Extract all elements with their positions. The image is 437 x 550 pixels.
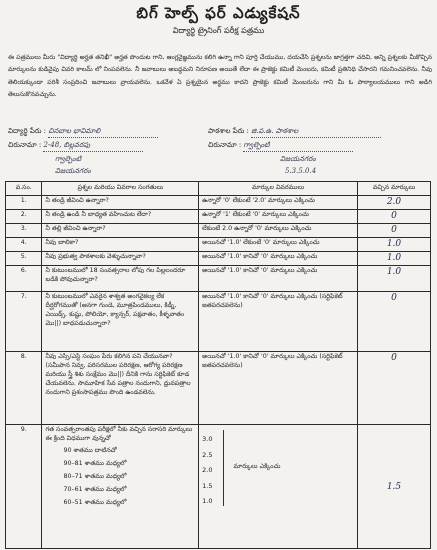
table-row <box>6 352 431 425</box>
row-question-text: గత సంవత్సరాంతపు పరీక్షలో నీకు వచ్చిన సరాసరి మార్కులు ఈ క్రింది విధముగా వున్నచో <box>45 426 193 442</box>
scale-label: మార్కులు ఎక్కించు <box>233 463 281 471</box>
header-question: ప్రశ్నల మరియు వివరాల సంగతులు <box>42 182 199 196</box>
row-mark[interactable] <box>358 238 431 252</box>
scale-value: 2.5 <box>202 450 213 459</box>
row-mark-value: 1.0 <box>386 239 402 249</box>
band-item: 90 శాతము దాటినచో <box>63 447 117 454</box>
form-subtitle: విద్యార్థి ట్రైనింగ్ పరీక్ష పత్రము <box>172 26 265 35</box>
scale-value: 2.0 <box>202 466 213 474</box>
student-name-value: చినబాల భావిమాలి <box>48 127 158 138</box>
school-name-value: జి.ప.ఉ. పాఠశాల <box>251 127 381 138</box>
marks-scale <box>202 426 354 510</box>
scale-bracket <box>223 430 224 506</box>
row-number: 8. <box>6 352 42 425</box>
instructions-paragraph: ఈ పత్రములు మీరు "విద్యార్థి అర్హత తనిఖీ" అర్హత పొందుట గాని, ఆంగ్లవైజ్ఞమును కలిగి ఉన్నా గాని పూర్తి చేయుము, దయచేసి ప్రశ్నలను జాగ్రత్తగా చదివి, అన్ని ప్రశ్నలకు మీకొచ్చిన మార్కులను కుడివైపు చివరి కాలమ్ లో నింపవలెను. నీ జవాబులు అబద్ధమని నిరూపణ అయితే లేదా ఈ ప్రాజెక్టు కమిటీ మెంబరు, కమిటీ ప్రతినిధి చేసారని గమనించవలెను. నీవు తెలియక్కుండా పరిశీ సంప్రదించి జవాబులు వ్రాయవలెను. ఒకవేళ ఏ ప్రశ్నయైన అర్థము కాదని ప్రాజెక్టు కమిటీ మెంబరును గాని మీ ఓ పాఠ్యాలయములు గాని అడిగి తెలుసుకొనవచ్చును. <box>8 54 432 98</box>
scale-value: 1.5 <box>202 481 213 490</box>
row-question: నీవు ప్రభుత్వ పాఠశాలకు వెళ్ళుచున్నావా? <box>42 252 199 266</box>
row-question: నీ తండ్రి ఉండి నీ బాధ్యత వహించుట లేదా? <box>42 210 199 224</box>
scale-values <box>202 426 212 510</box>
row-detail: ఉన్నారో '1' లేకుంటే '0' మార్కులు ఎక్కించు <box>199 210 358 224</box>
row-detail <box>199 425 358 549</box>
row-mark[interactable] <box>358 352 431 425</box>
header-details: మార్కుల వివరములు <box>199 182 358 196</box>
row-number: 4. <box>6 238 42 252</box>
row-detail: అయినచో '1.0' లేకుంటే '0' మార్కులు ఎక్కించు <box>199 238 358 252</box>
band-item: 60–51 శాతము మధ్యలో <box>63 499 127 506</box>
row-mark-value: 1.0 <box>386 267 402 277</box>
row-question: నీవు బాలికా? <box>42 238 199 252</box>
row-detail: ఉన్నారో '0' లేకుంటే '2.0' మార్కులు ఎక్కించు <box>199 196 358 210</box>
row-mark-value: 2.0 <box>386 197 402 207</box>
date-value: 5.3.5.0.4 <box>285 167 317 175</box>
row-mark[interactable] <box>358 210 431 224</box>
address-label: చిరునామా <box>8 141 37 149</box>
address-line-2: గ్వాల్పెంటి <box>55 155 82 163</box>
table-row <box>6 252 431 266</box>
table-row <box>6 224 431 238</box>
row-number: 2. <box>6 210 42 224</box>
address-line-3: విజయనగరం <box>55 167 91 175</box>
row-number: 5. <box>6 252 42 266</box>
header-marks: వచ్చిన మార్కులు <box>358 182 431 196</box>
table-row <box>6 266 431 292</box>
header-serial: వ.సం. <box>6 182 42 196</box>
row-mark-value: 1.0 <box>386 253 402 263</box>
row-number: 3. <box>6 224 42 238</box>
row-detail: అయినచో '1.0' కానిచో '0' మార్కులు ఎక్కించు <box>199 266 358 292</box>
row-mark-value: 0 <box>391 293 397 303</box>
form-title: బిగ్ హెల్ప్ ఫర్ ఎడ్యుకేషన్ <box>136 4 301 22</box>
row-mark-value: 1.5 <box>386 481 402 492</box>
student-name-row: విద్యార్థి పేరు : చినబాల భావిమాలి <box>8 127 158 138</box>
address-line-1: 2-48, బిల్లవరపు <box>43 141 143 152</box>
student-name-label: విద్యార్థి పేరు <box>8 127 42 135</box>
school-address-label: చిరునామా <box>208 141 237 149</box>
row-number: 6. <box>6 266 42 292</box>
school-address-row: చిరునామా : గ్వాల్పెంటి <box>208 141 353 152</box>
row-number: 7. <box>6 292 42 352</box>
row-question: నీ తండ్రి జీవించి ఉన్నారా? <box>42 196 199 210</box>
row-mark-value: 0 <box>391 225 397 235</box>
school-name-row: పాఠశాల పేరు : జి.ప.ఉ. పాఠశాల <box>208 127 381 138</box>
school-address-line-1: గ్వాల్పెంటి <box>243 141 353 152</box>
table-row <box>6 292 431 352</box>
school-address-line-2: విజయనగరం <box>280 155 316 163</box>
band-item: 90–81 శాతము మధ్యలో <box>63 460 127 467</box>
row-mark[interactable] <box>358 266 431 292</box>
row-question <box>42 425 199 549</box>
row-detail: అయినచో '1.0' కానిచో '0' మార్కులు ఎక్కించు <box>199 252 358 266</box>
marks-table <box>5 181 431 549</box>
table-row <box>6 196 431 210</box>
school-name-label: పాఠశాల పేరు <box>208 127 245 135</box>
row-question: నీవు ఎస్సి/ఎస్టి సంఘం పేరు కలిగిన పని చేయునవా? (సమీపాన నివ్వ, పరిసరముల పరిరక్షణ, ఆరోగ్య పరిరక్షణ మరియు స్త్రీ శిశు సంక్షేమం మొ||) దీనికి గాను సర్టిఫికెట్ కూడ చేయవలెను. సామూహిక సేవ పత్రాల నందుగాని, ధ్రువపత్రాల నందుగాని ప్రశంసాపత్రము పొంది ఉండవలెను. <box>42 352 199 425</box>
row-question: నీ తల్లి జీవించి ఉన్నారా? <box>42 224 199 238</box>
row-mark[interactable] <box>358 425 431 549</box>
row-number: 1. <box>6 196 42 210</box>
row-mark[interactable] <box>358 196 431 210</box>
table-header-row <box>6 182 431 196</box>
percentage-bands <box>45 444 195 509</box>
row-detail: లేకుంటే 2.0 ఉన్నారో '0' మార్కులు ఎక్కించు <box>199 224 358 238</box>
table-row <box>6 210 431 224</box>
row-number: 9. <box>6 425 42 549</box>
row-mark[interactable] <box>358 224 431 238</box>
row-detail: అయినచో '1.0' కానిచో '0' మార్కులు ఎక్కించు (సర్టిఫికెట్ జతపరచవలెను) <box>199 292 358 352</box>
row-question: నీ కుటుంబములో ఎవరైన శాశ్వత అంగవైకల్య లేక దీర్ఘరోగముతో (అనగా గుండె, మూత్రపిండములు, కిడ్నీ, ఎయిడ్స్, కుష్టు, పోలియో, క్యాన్సర్, పక్షవాతం, కీళ్ళవాతం మొ||) బాధపడుచున్నారా? <box>42 292 199 352</box>
table-row <box>6 425 431 549</box>
row-mark-value: 0 <box>391 211 397 221</box>
row-detail: అయినచో '1.0' కానిచో '0' మార్కులు ఎక్కించు (సర్టిఫికెట్ జతపరచవలెను) <box>199 352 358 425</box>
row-mark[interactable] <box>358 292 431 352</box>
band-item: 80–71 శాతము మధ్యలో <box>63 473 127 480</box>
table-row <box>6 238 431 252</box>
address-row: చిరునామా : 2-48, బిల్లవరపు <box>8 141 143 152</box>
scale-value: 3.0 <box>202 435 213 443</box>
row-question: నీ కుటుంబములో 18 సంవత్సరాల లోపు గల పిల్లలందరూ బడికి పోవుచున్నారా? <box>42 266 199 292</box>
scale-value: 1.0 <box>202 497 213 505</box>
row-mark-value: 0 <box>391 353 397 363</box>
row-mark[interactable] <box>358 252 431 266</box>
band-item: 70–61 శాతము మధ్యలో <box>63 486 127 493</box>
